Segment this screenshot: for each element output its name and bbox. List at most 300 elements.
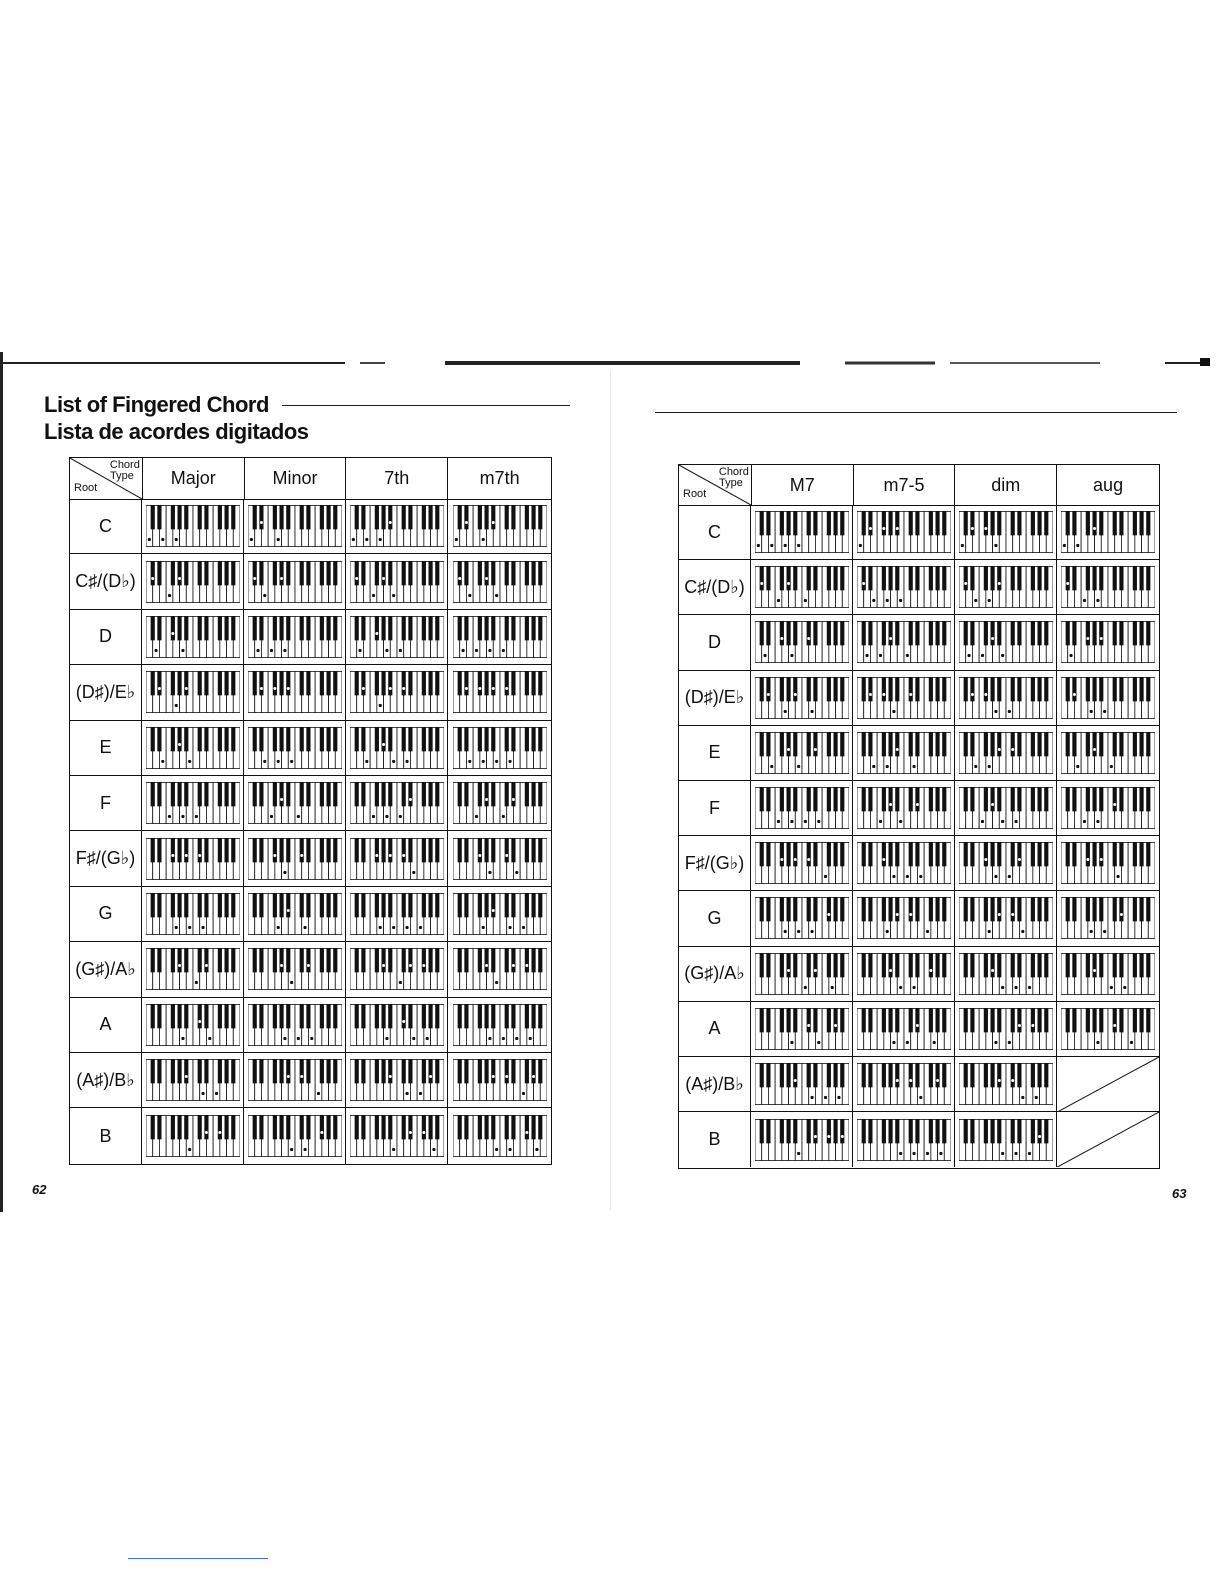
black-key [868,1008,872,1032]
diagonal-line [1057,1112,1159,1167]
keyboard-diagram [1061,897,1155,939]
black-key [1139,621,1143,645]
black-key [286,727,290,751]
chord-cell [853,615,955,669]
keyboard-diagram [959,953,1053,995]
chord-cell [955,1002,1057,1056]
keyboard-diagram [146,1115,240,1157]
white-key-dot [797,930,800,933]
white-key-dot [878,654,881,657]
black-key-dot [970,693,973,696]
white-key-dot [508,760,511,763]
black-key [806,677,810,701]
black-key [170,1004,174,1028]
chord-cell [955,726,1057,780]
black-key [786,842,790,866]
white-key-dot [1076,765,1079,768]
white-key-dot [276,760,279,763]
black-key [813,842,817,866]
black-key [895,511,899,535]
black-key [759,1008,763,1032]
black-key [861,953,865,977]
black-key-dot [793,858,796,861]
black-key [408,505,412,529]
black-key [793,787,797,811]
black-key [1066,1008,1070,1032]
black-key [928,566,932,590]
keyboard-diagram [248,1115,342,1157]
black-key-dot [458,577,461,580]
black-key [813,787,817,811]
black-key [252,1115,256,1139]
keyboard-diagram [453,1004,547,1046]
black-key [1146,953,1150,977]
black-key [491,1004,495,1028]
white-key-dot [418,926,421,929]
black-key [231,616,235,640]
keyboard-diagram [350,727,444,769]
black-key [299,1004,303,1028]
black-key [286,782,290,806]
black-key-dot [813,969,816,972]
black-key [861,732,865,756]
black-key [1044,953,1048,977]
center-gutter [610,370,611,1210]
black-key [997,1119,1001,1143]
black-key-dot [491,687,494,690]
black-key [793,677,797,701]
black-key [408,616,412,640]
black-key [895,1008,899,1032]
keyboard-diagram [1061,566,1155,608]
black-key [942,897,946,921]
black-key [888,566,892,590]
black-key [435,505,439,529]
white-key-dot [770,765,773,768]
black-key [1030,511,1034,535]
black-key [983,1063,987,1087]
white-key-dot [987,765,990,768]
black-key [299,782,303,806]
black-key-dot [300,854,303,857]
white-key-dot [263,593,266,596]
keyboard-diagram [857,953,951,995]
black-key [374,505,378,529]
black-key [197,1004,201,1028]
chord-cell [346,942,448,996]
black-key [252,505,256,529]
keyboard-diagram [755,1119,849,1161]
keyboard-diagram [755,1008,849,1050]
black-key [408,561,412,585]
black-key [177,561,181,585]
white-key-dot [181,1037,184,1040]
black-key [983,897,987,921]
black-key-dot [286,687,289,690]
black-key [435,671,439,695]
black-key [381,616,385,640]
black-key [157,616,161,640]
white-key-dot [528,1037,531,1040]
black-key [157,561,161,585]
white-key-dot [508,1148,511,1151]
white-key-dot [174,704,177,707]
black-key [1010,621,1014,645]
black-key [928,1008,932,1032]
white-key-dot [508,926,511,929]
black-key [840,732,844,756]
white-key-dot [1096,599,1099,602]
keyboard-diagram [453,561,547,603]
black-key-dot [511,798,514,801]
black-key-dot [895,914,898,917]
keyboard-diagram [350,505,444,547]
white-key-dot [398,815,401,818]
black-key-dot [198,1020,201,1023]
black-key [354,671,358,695]
black-key [970,1063,974,1087]
black-key [286,1059,290,1083]
black-key [806,1063,810,1087]
black-key [908,732,912,756]
black-key [177,838,181,862]
black-key [813,621,817,645]
black-key [833,897,837,921]
black-key [868,732,872,756]
black-key [826,732,830,756]
black-key [401,561,405,585]
black-key [908,511,912,535]
black-key [491,948,495,972]
black-key [1086,842,1090,866]
black-key [888,677,892,701]
black-key [286,616,290,640]
white-key-dot [521,1092,524,1095]
black-key-dot [787,969,790,972]
black-key [888,1008,892,1032]
black-key [813,1063,817,1087]
white-key-dot [154,649,157,652]
black-key [477,893,481,917]
white-key-dot [1083,820,1086,823]
keyboard-diagram [350,782,444,824]
black-key [177,727,181,751]
chord-row [679,560,1159,615]
black-key [204,782,208,806]
black-key [224,616,228,640]
chord-row [70,499,551,554]
black-key [908,897,912,921]
black-key [491,561,495,585]
black-key [388,948,392,972]
black-key-dot [766,693,769,696]
black-key [484,948,488,972]
white-key-dot [1001,820,1004,823]
black-key [511,616,515,640]
black-key [786,677,790,701]
black-key [299,561,303,585]
black-key [524,616,528,640]
black-key [157,838,161,862]
black-key [177,505,181,529]
black-key [840,1063,844,1087]
black-key-dot [840,1135,843,1138]
black-key-dot [532,1075,535,1078]
black-key [231,893,235,917]
black-key [1044,566,1048,590]
white-key-dot [412,870,415,873]
black-key-dot [1113,803,1116,806]
black-key [306,671,310,695]
keyboard-diagram [1061,787,1155,829]
black-key [421,948,425,972]
black-key [1113,842,1117,866]
white-key-dot [249,538,252,541]
black-key [881,897,885,921]
chord-cell [1057,726,1159,780]
black-key-dot [218,1131,221,1134]
black-key [826,1119,830,1143]
black-key [908,842,912,866]
black-key [759,787,763,811]
black-key [299,616,303,640]
black-key [963,1008,967,1032]
white-key-dot [405,1092,408,1095]
chord-row [70,554,551,609]
chord-cell [1057,1002,1159,1056]
keyboard-diagram [1061,1008,1155,1050]
white-key-dot [776,599,779,602]
black-key [279,1004,283,1028]
black-key-dot [813,748,816,751]
black-key [511,671,515,695]
black-key [319,1115,323,1139]
white-key-dot [756,544,759,547]
black-key [1099,511,1103,535]
white-key-dot [188,760,191,763]
white-key-dot [1110,986,1113,989]
black-key [538,1004,542,1028]
black-key-dot [1086,638,1089,641]
black-key-dot [1093,527,1096,530]
black-key [333,616,337,640]
header-corner [70,458,143,499]
black-key [299,1115,303,1139]
black-key [881,842,885,866]
black-key [1139,897,1143,921]
black-key [915,511,919,535]
black-key [326,893,330,917]
black-key [963,787,967,811]
black-key [374,782,378,806]
root-label: C [679,505,751,559]
black-key-dot [997,1079,1000,1082]
black-key [888,621,892,645]
keyboard-diagram [755,732,849,774]
black-key [491,782,495,806]
black-key [217,838,221,862]
black-key [217,1059,221,1083]
black-key [826,897,830,921]
black-key [1146,566,1150,590]
black-key [333,893,337,917]
keyboard-diagram [146,1004,240,1046]
black-key-dot [375,854,378,857]
black-key [963,732,967,756]
chord-cell [853,726,955,780]
white-key-dot [980,654,983,657]
chord-cell [853,1057,955,1111]
black-key [457,671,461,695]
black-key-dot [862,582,865,585]
chord-cell [853,781,955,835]
black-key [942,842,946,866]
black-key-dot [280,577,283,580]
white-key-dot [481,926,484,929]
black-key [224,505,228,529]
black-key-dot [184,854,187,857]
black-key [524,948,528,972]
black-key [231,1115,235,1139]
black-key-dot [760,582,763,585]
black-key [1092,511,1096,535]
black-key [464,948,468,972]
black-key [881,1119,885,1143]
chord-row [70,610,551,665]
white-key-dot [810,1096,813,1099]
white-key-dot [174,538,177,541]
white-key-dot [405,760,408,763]
black-key [435,782,439,806]
black-key [990,842,994,866]
chord-row [70,1053,551,1108]
black-key [1037,566,1041,590]
black-key [1133,787,1137,811]
type-header-aug: aug [1093,474,1124,495]
black-key [779,732,783,756]
black-key [1017,842,1021,866]
black-key [786,1063,790,1087]
white-key-dot [1090,710,1093,713]
black-key [511,505,515,529]
black-key [252,561,256,585]
black-key-dot [1073,693,1076,696]
black-key [881,511,885,535]
keyboard-diagram [959,621,1053,663]
keyboard-diagram [857,787,951,829]
black-key [157,1115,161,1139]
black-key-dot [286,1075,289,1078]
black-key [833,621,837,645]
black-key-dot [984,858,987,861]
white-key-dot [194,815,197,818]
black-key [997,1008,1001,1032]
black-key [184,671,188,695]
black-key [388,561,392,585]
white-key-dot [919,1096,922,1099]
black-key [408,671,412,695]
black-key [881,1063,885,1087]
black-key [464,616,468,640]
white-key-dot [1110,765,1113,768]
black-key [177,782,181,806]
black-key-dot [813,1135,816,1138]
root-label: A [679,1002,751,1056]
black-key [935,1008,939,1032]
white-key-dot [790,820,793,823]
black-key [813,953,817,977]
black-key [868,842,872,866]
chord-cell [346,887,448,941]
black-key [157,671,161,695]
chord-cell [448,1053,551,1107]
black-key [861,677,865,701]
black-key [484,616,488,640]
black-key-dot [402,1020,405,1023]
black-key [915,787,919,811]
black-key [1099,953,1103,977]
chord-cell [751,781,853,835]
black-key [895,842,899,866]
black-key [779,1008,783,1032]
black-key-dot [1086,858,1089,861]
black-key [1113,732,1117,756]
black-key [915,621,919,645]
black-key [326,1004,330,1028]
black-key [524,561,528,585]
black-key [299,1059,303,1083]
white-key-dot [974,765,977,768]
black-key [963,1119,967,1143]
white-key-dot [919,875,922,878]
chord-cell [1057,1112,1159,1167]
white-key-dot [790,654,793,657]
black-key [766,677,770,701]
black-key [970,1008,974,1032]
black-key [1044,511,1048,535]
black-key-dot [402,687,405,690]
black-key [759,677,763,701]
black-key [354,727,358,751]
root-label: F [679,781,751,835]
white-key-dot [1090,930,1093,933]
black-key [428,1059,432,1083]
black-key [997,1063,1001,1087]
black-key [231,948,235,972]
white-key-dot [378,704,381,707]
black-key [252,727,256,751]
black-key [1139,511,1143,535]
black-key [963,621,967,645]
black-key [983,732,987,756]
keyboard-diagram [755,677,849,719]
white-key-dot [515,870,518,873]
black-key [1133,566,1137,590]
black-key [806,897,810,921]
white-key-dot [495,760,498,763]
chord-row [679,836,1159,891]
black-key-dot [1093,748,1096,751]
chord-cell [955,891,1057,945]
empty-cell-diagonal [1057,1057,1159,1112]
black-key [1072,621,1076,645]
black-key [381,838,385,862]
white-key-dot [412,1037,415,1040]
black-key [1139,1008,1143,1032]
black-key [299,838,303,862]
chord-cell [853,891,955,945]
black-key [759,842,763,866]
